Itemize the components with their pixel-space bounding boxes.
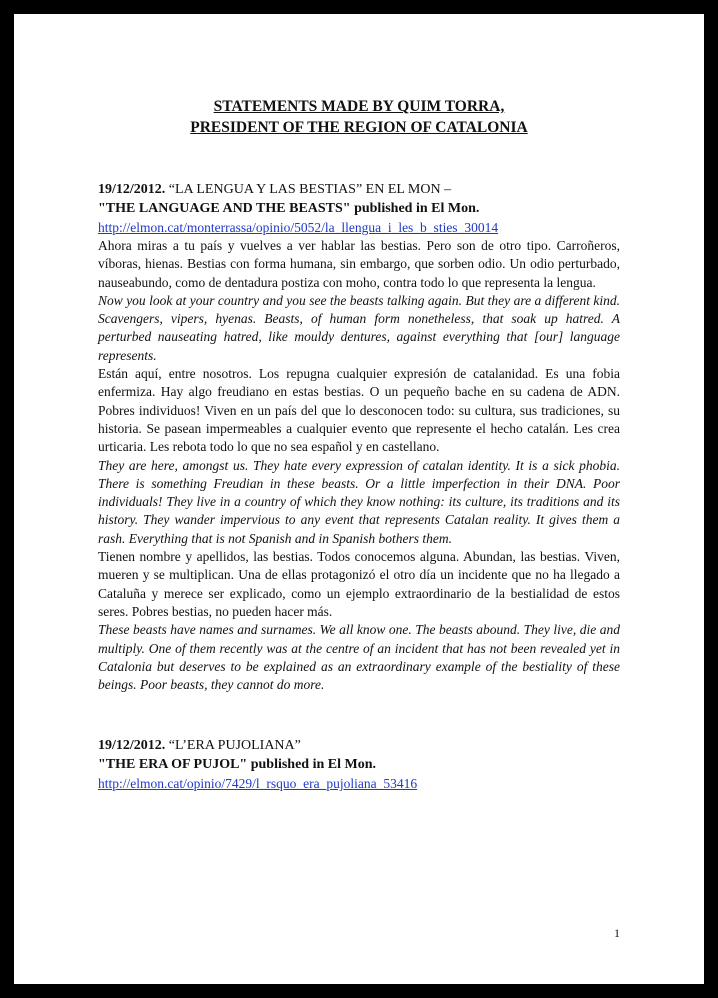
paragraph-spanish-1: Ahora miras a tu país y vuelves a ver hablar las bestias. Pero son de otro tipo. Carroñeros, víboras, hienas. Bestias con forma humana, sin embargo, que sorben odio. Un odio perturbado, nauseabundo, como de dentadura postiza con moho, contra todo lo que representa la lengua. [98, 238, 620, 290]
section-2-date: 19/12/2012. [98, 738, 166, 754]
title-line-2: PRESIDENT OF THE REGION OF CATALONIA [190, 119, 528, 136]
section-2-original-title: “L’ERA PUJOLIANA” [168, 738, 301, 754]
section-1-heading [98, 180, 620, 199]
section-2-source-link[interactable]: http://elmon.cat/opinio/7429/l_rsquo_era_pujoliana_53416 [98, 776, 418, 792]
title-line-1: STATEMENTS MADE BY QUIM TORRA, [213, 98, 505, 115]
paragraph-spanish-2: Están aquí, entre nosotros. Los repugna cualquier expresión de catalanidad. Es una fobia enfermiza. Hay algo freudiano en estas bestias. O un pequeño bache en su cadena de ADN. Pobres individuos! Viven en un país del que lo desconocen todo: su cultura, sus tradiciones, su historia. Se pasean impermeables a cualquier evento que represente el hecho catalán. Les crea urticaria. Les rebota todo lo que no sea español y en castellano. [98, 366, 620, 455]
paragraph-english-2: They are here, amongst us. They hate every expression of catalan identity. It is a sick phobia. There is something Freudian in these beasts. Or a little imperfection in their DNA. Poor individuals! They live in a country of which they know nothing: its culture, its traditions and its history. They wander impervious to any event that represents Catalan reality. It gives them a rash. Everything that is not Spanish and in Spanish bothers them. [98, 457, 620, 546]
document-content [98, 96, 620, 793]
section-1-english-title: "THE LANGUAGE AND THE BEASTS" published in El Mon. [98, 201, 480, 216]
paragraph-english-3: These beasts have names and surnames. We all know one. The beasts abound. They live, die and multiply. One of them recently was at the centre of an incident that has not been revealed yet in Catalonia but deserves to be explained as an extraordinary example of the bestiality of these beings. Poor beasts, they cannot do more. [98, 622, 620, 693]
statement-section-1 [98, 180, 620, 694]
page-number: 1 [614, 926, 620, 940]
section-2-english-title: "THE ERA OF PUJOL" published in El Mon. [98, 757, 376, 773]
section-1-source-link[interactable]: http://elmon.cat/monterrassa/opinio/5052/la_llengua_i_les_b_sties_30014 [98, 220, 499, 235]
statement-section-2 [98, 736, 620, 793]
paragraph-spanish-3: Tienen nombre y apellidos, las bestias. Todos conocemos alguna. Abundan, las bestias. Viven, mueren y se multiplican. Una de ellas protagonizó el otro día un incidente que no ha llegado a Cataluña y merece ser explicado, como un ejemplo extraordinario de la bestialidad de estos seres. Pobres bestias, no pueden hacer más. [98, 549, 620, 619]
document-title [98, 96, 620, 138]
section-1-original-title: “LA LENGUA Y LAS BESTIAS” EN EL MON – [168, 182, 452, 197]
section-2-heading [98, 736, 620, 755]
section-1-date: 19/12/2012. [98, 182, 166, 197]
paragraph-english-1: Now you look at your country and you see the beasts talking again. But they are a different kind. Scavengers, vipers, hyenas. Beasts, of human form nonetheless, that soak up hatred. A perturbed nauseating hatred, like mouldy dentures, against everything that [our] language represents. [98, 292, 620, 363]
document-page [14, 14, 704, 984]
